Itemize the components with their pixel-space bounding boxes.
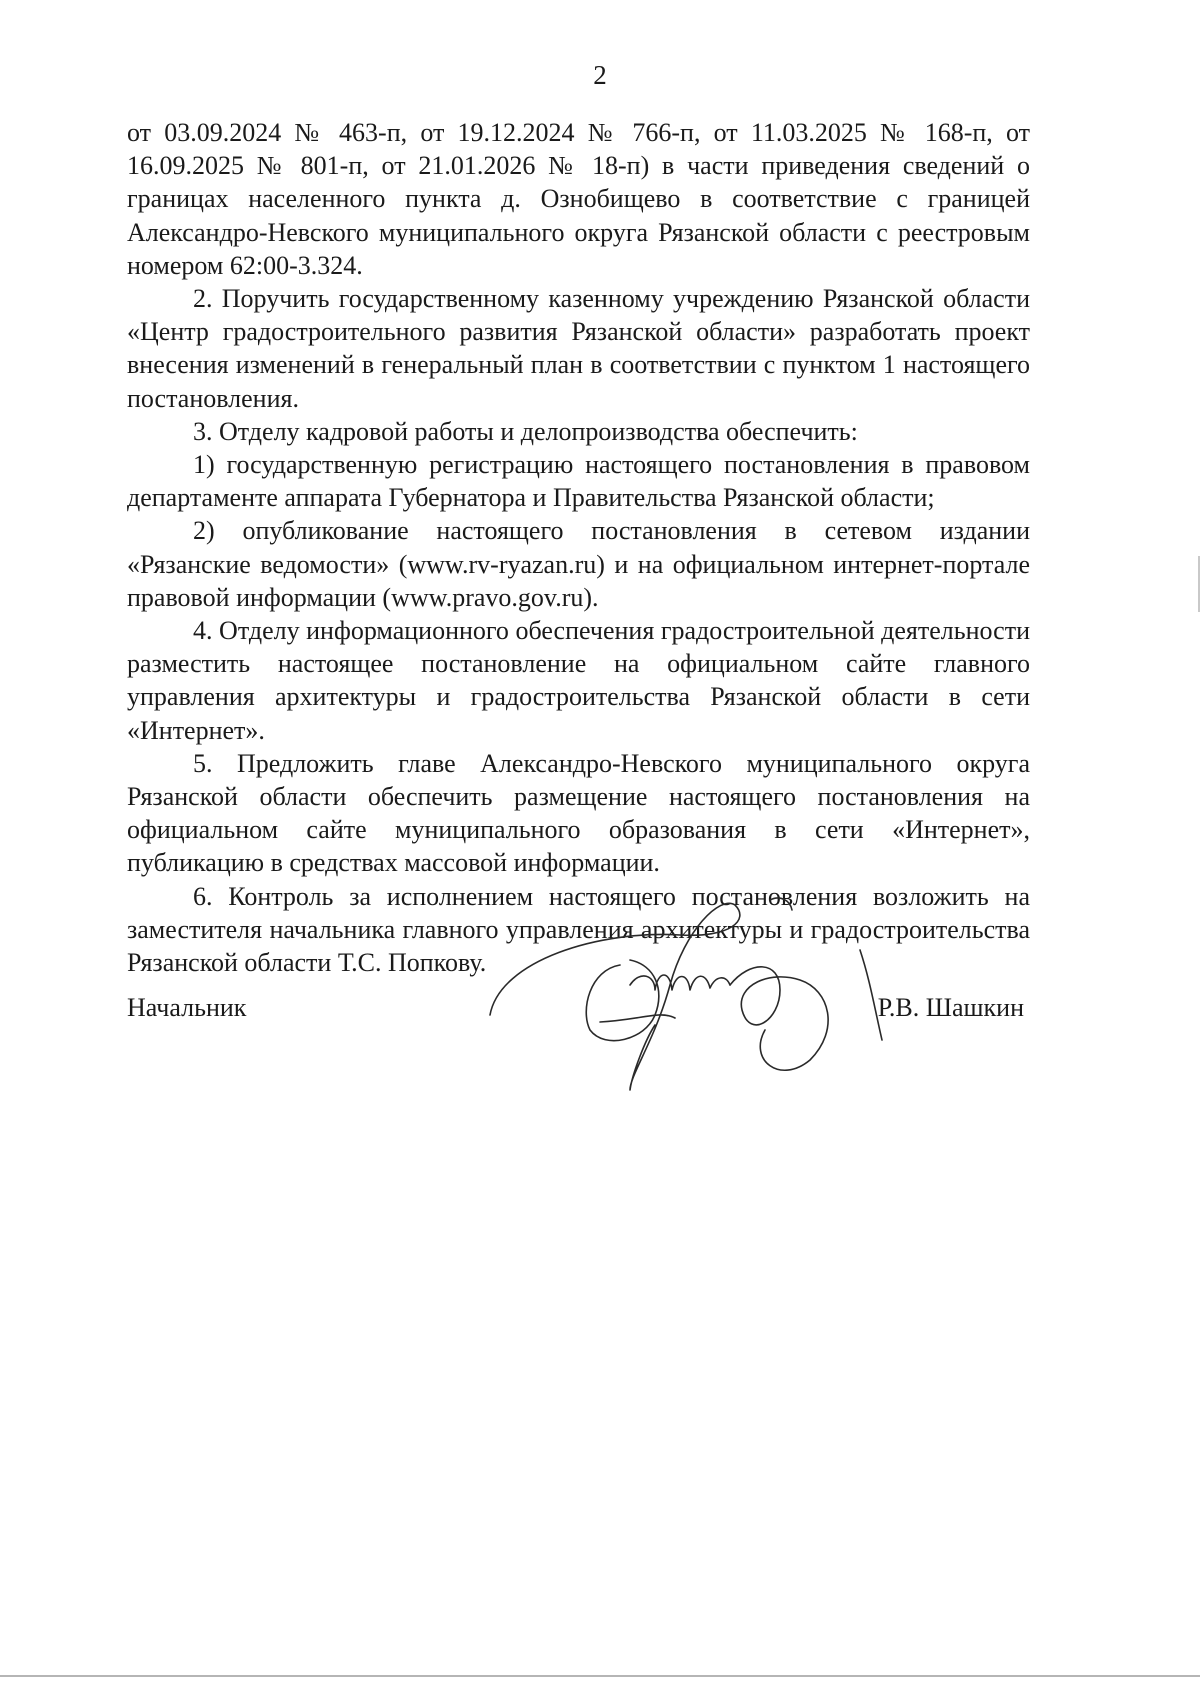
signatory-name: Р.В. Шашкин xyxy=(877,993,1024,1022)
page-number: 2 xyxy=(593,60,607,90)
paragraph-3: 3. Отделу кадровой работы и делопроизводства обеспечить: xyxy=(193,416,858,446)
document-body xyxy=(127,116,1030,979)
paragraph-5: 5. Предложить главе Александро-Невского муниципального округа Рязанской области обеспечить размещение настоящего постановления на официальном сайте муниципального образования в сети «Интернет», публикацию в средствах массовой информации. xyxy=(127,748,1030,878)
paragraph-2: 2. Поручить государственному казенному учреждению Рязанской области «Центр градостроительного развития Рязанской области» разработать проект внесения изменений в генеральный план в соответствии с пунктом 1 настоящего постановления. xyxy=(127,284,1030,413)
paragraph-4: 4. Отделу информационного обеспечения градостроительной деятельности разместить настоящее постановление на официальном сайте главного управления архитектуры и градостроительства Рязанской области в сети «Интернет». xyxy=(127,616,1030,745)
paragraph-3-item-2: 2) опубликование настоящего постановления в сетевом издании «Рязанские ведомости» (www.rv-ryazan.ru) и на официальном интернет-портале правовой информации (www.pravo.gov.ru). xyxy=(127,516,1030,612)
signatory-position: Начальник xyxy=(127,993,247,1022)
scan-bottom-border xyxy=(0,1675,1200,1677)
paragraph-3-item-1: 1) государственную регистрацию настоящего постановления в правовом департаменте аппарата Губернатора и Правительства Рязанской области; xyxy=(127,450,1030,513)
paragraph-6: 6. Контроль за исполнением настоящего постановления возложить на заместителя начальника главного управления архитектуры и градостроительства Рязанской области Т.С. Попкову. xyxy=(127,881,1030,978)
paragraph-1-continuation: от 03.09.2024 № 463-п, от 19.12.2024 № 766-п, от 11.03.2025 № 168-п, от 16.09.2025 № 801-п, от 21.01.2026 № 18-п) в части приведения сведений о границах населенного пункта д. Ознобищево в соответствие с границей Александро-Невского муниципального округа Рязанской области с реестровым номером 62:00-3.324. xyxy=(127,118,1030,280)
handwritten-signature xyxy=(480,890,910,1120)
